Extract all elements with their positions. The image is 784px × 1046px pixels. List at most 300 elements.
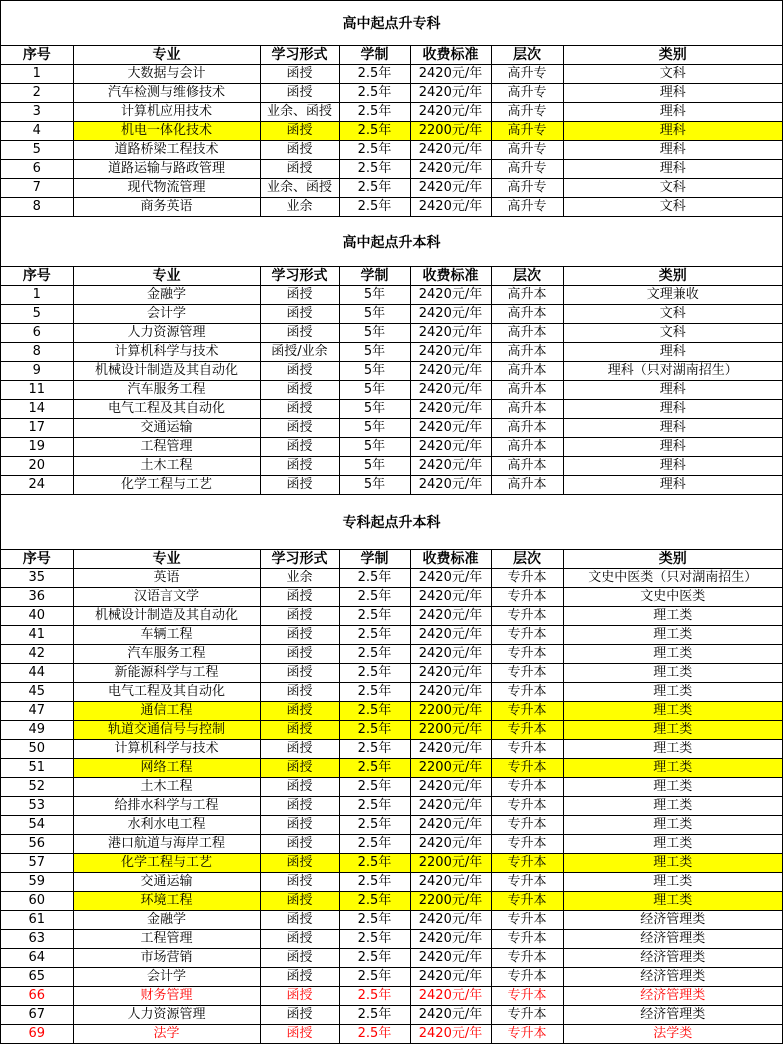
table-row bbox=[1, 873, 782, 892]
program-section bbox=[1, 217, 782, 495]
cell-duration: 5年 bbox=[339, 419, 410, 438]
cell-major: 金融学 bbox=[73, 911, 260, 930]
cell-duration: 2.5年 bbox=[339, 949, 410, 968]
cell-study-mode: 函授 bbox=[260, 664, 339, 683]
cell-fee: 2420元/年 bbox=[410, 381, 491, 400]
cell-category: 文科 bbox=[563, 198, 782, 217]
cell-major: 工程管理 bbox=[73, 438, 260, 457]
table-row bbox=[1, 911, 782, 930]
table-row bbox=[1, 160, 782, 179]
table-row bbox=[1, 759, 782, 778]
table-row bbox=[1, 683, 782, 702]
cell-major: 轨道交通信号与控制 bbox=[73, 721, 260, 740]
header-level: 层次 bbox=[491, 46, 563, 65]
cell-duration: 2.5年 bbox=[339, 854, 410, 873]
cell-fee: 2200元/年 bbox=[410, 892, 491, 911]
cell-duration: 2.5年 bbox=[339, 569, 410, 588]
cell-study-mode: 函授 bbox=[260, 65, 339, 84]
table-row bbox=[1, 419, 782, 438]
cell-no: 66 bbox=[1, 987, 73, 1006]
header-study-mode: 学习形式 bbox=[260, 267, 339, 286]
cell-no: 53 bbox=[1, 797, 73, 816]
cell-level: 专升本 bbox=[491, 588, 563, 607]
cell-category: 理工类 bbox=[563, 721, 782, 740]
cell-no: 14 bbox=[1, 400, 73, 419]
cell-level: 专升本 bbox=[491, 607, 563, 626]
cell-fee: 2420元/年 bbox=[410, 84, 491, 103]
cell-category: 理工类 bbox=[563, 759, 782, 778]
cell-category: 理科 bbox=[563, 476, 782, 495]
cell-no: 6 bbox=[1, 324, 73, 343]
table-row bbox=[1, 1025, 782, 1044]
cell-duration: 2.5年 bbox=[339, 141, 410, 160]
cell-no: 65 bbox=[1, 968, 73, 987]
table-row bbox=[1, 362, 782, 381]
cell-study-mode: 函授 bbox=[260, 930, 339, 949]
cell-level: 专升本 bbox=[491, 949, 563, 968]
cell-no: 63 bbox=[1, 930, 73, 949]
cell-duration: 2.5年 bbox=[339, 588, 410, 607]
cell-major: 通信工程 bbox=[73, 702, 260, 721]
cell-study-mode: 函授 bbox=[260, 854, 339, 873]
cell-level: 高升本 bbox=[491, 476, 563, 495]
cell-no: 64 bbox=[1, 949, 73, 968]
cell-fee: 2420元/年 bbox=[410, 797, 491, 816]
cell-no: 40 bbox=[1, 607, 73, 626]
cell-no: 7 bbox=[1, 179, 73, 198]
cell-level: 高升专 bbox=[491, 84, 563, 103]
cell-category: 理科 bbox=[563, 141, 782, 160]
table-header-row bbox=[1, 46, 782, 65]
cell-level: 高升本 bbox=[491, 343, 563, 362]
header-category: 类别 bbox=[563, 267, 782, 286]
table-row bbox=[1, 198, 782, 217]
cell-category: 理科 bbox=[563, 400, 782, 419]
cell-no: 2 bbox=[1, 84, 73, 103]
header-duration: 学制 bbox=[339, 46, 410, 65]
cell-study-mode: 函授 bbox=[260, 987, 339, 1006]
cell-duration: 2.5年 bbox=[339, 626, 410, 645]
cell-study-mode: 函授 bbox=[260, 286, 339, 305]
cell-duration: 5年 bbox=[339, 457, 410, 476]
cell-category: 理科（只对湖南招生） bbox=[563, 362, 782, 381]
cell-level: 高升本 bbox=[491, 400, 563, 419]
table-row bbox=[1, 103, 782, 122]
cell-category: 文理兼收 bbox=[563, 286, 782, 305]
cell-duration: 2.5年 bbox=[339, 607, 410, 626]
cell-major: 计算机科学与技术 bbox=[73, 740, 260, 759]
table-header-row bbox=[1, 267, 782, 286]
cell-category: 经济管理类 bbox=[563, 911, 782, 930]
table-row bbox=[1, 892, 782, 911]
cell-duration: 2.5年 bbox=[339, 740, 410, 759]
table-row bbox=[1, 645, 782, 664]
header-duration: 学制 bbox=[339, 550, 410, 569]
header-level: 层次 bbox=[491, 267, 563, 286]
header-major: 专业 bbox=[73, 550, 260, 569]
cell-fee: 2420元/年 bbox=[410, 438, 491, 457]
cell-duration: 2.5年 bbox=[339, 65, 410, 84]
cell-level: 高升专 bbox=[491, 179, 563, 198]
cell-level: 高升本 bbox=[491, 305, 563, 324]
cell-fee: 2420元/年 bbox=[410, 607, 491, 626]
table-row bbox=[1, 141, 782, 160]
table-row bbox=[1, 476, 782, 495]
cell-fee: 2200元/年 bbox=[410, 759, 491, 778]
cell-level: 高升专 bbox=[491, 103, 563, 122]
cell-no: 8 bbox=[1, 198, 73, 217]
cell-fee: 2200元/年 bbox=[410, 721, 491, 740]
table-row bbox=[1, 968, 782, 987]
cell-level: 高升专 bbox=[491, 122, 563, 141]
cell-category: 经济管理类 bbox=[563, 1006, 782, 1025]
cell-study-mode: 函授 bbox=[260, 892, 339, 911]
cell-study-mode: 函授 bbox=[260, 324, 339, 343]
table-row bbox=[1, 854, 782, 873]
cell-major: 英语 bbox=[73, 569, 260, 588]
cell-level: 高升本 bbox=[491, 362, 563, 381]
cell-study-mode: 函授 bbox=[260, 84, 339, 103]
cell-level: 专升本 bbox=[491, 968, 563, 987]
cell-no: 9 bbox=[1, 362, 73, 381]
table-row bbox=[1, 84, 782, 103]
cell-fee: 2420元/年 bbox=[410, 873, 491, 892]
cell-major: 计算机科学与技术 bbox=[73, 343, 260, 362]
header-major: 专业 bbox=[73, 46, 260, 65]
cell-no: 4 bbox=[1, 122, 73, 141]
table-row bbox=[1, 740, 782, 759]
cell-study-mode: 业余 bbox=[260, 569, 339, 588]
cell-duration: 5年 bbox=[339, 362, 410, 381]
cell-study-mode: 函授 bbox=[260, 588, 339, 607]
cell-duration: 2.5年 bbox=[339, 892, 410, 911]
cell-fee: 2420元/年 bbox=[410, 1006, 491, 1025]
cell-major: 机械设计制造及其自动化 bbox=[73, 607, 260, 626]
cell-fee: 2420元/年 bbox=[410, 343, 491, 362]
cell-level: 专升本 bbox=[491, 930, 563, 949]
cell-level: 专升本 bbox=[491, 1025, 563, 1044]
cell-study-mode: 函授 bbox=[260, 645, 339, 664]
cell-fee: 2420元/年 bbox=[410, 987, 491, 1006]
cell-level: 高升专 bbox=[491, 198, 563, 217]
cell-duration: 5年 bbox=[339, 438, 410, 457]
cell-major: 大数据与会计 bbox=[73, 65, 260, 84]
cell-study-mode: 函授 bbox=[260, 721, 339, 740]
cell-category: 经济管理类 bbox=[563, 968, 782, 987]
table-row bbox=[1, 588, 782, 607]
cell-fee: 2420元/年 bbox=[410, 419, 491, 438]
header-major: 专业 bbox=[73, 267, 260, 286]
program-table bbox=[1, 267, 782, 495]
cell-level: 专升本 bbox=[491, 664, 563, 683]
cell-fee: 2420元/年 bbox=[410, 645, 491, 664]
cell-duration: 5年 bbox=[339, 400, 410, 419]
table-row bbox=[1, 1006, 782, 1025]
cell-study-mode: 函授 bbox=[260, 949, 339, 968]
cell-level: 专升本 bbox=[491, 797, 563, 816]
cell-category: 理工类 bbox=[563, 873, 782, 892]
cell-duration: 2.5年 bbox=[339, 911, 410, 930]
table-row bbox=[1, 122, 782, 141]
cell-study-mode: 业余、函授 bbox=[260, 179, 339, 198]
cell-major: 工程管理 bbox=[73, 930, 260, 949]
cell-no: 11 bbox=[1, 381, 73, 400]
cell-major: 市场营销 bbox=[73, 949, 260, 968]
header-duration: 学制 bbox=[339, 267, 410, 286]
table-row bbox=[1, 438, 782, 457]
cell-major: 财务管理 bbox=[73, 987, 260, 1006]
cell-no: 35 bbox=[1, 569, 73, 588]
cell-category: 经济管理类 bbox=[563, 930, 782, 949]
table-row bbox=[1, 797, 782, 816]
cell-major: 汽车检测与维修技术 bbox=[73, 84, 260, 103]
cell-fee: 2420元/年 bbox=[410, 949, 491, 968]
cell-major: 交通运输 bbox=[73, 873, 260, 892]
cell-major: 人力资源管理 bbox=[73, 1006, 260, 1025]
cell-category: 理工类 bbox=[563, 778, 782, 797]
cell-no: 5 bbox=[1, 141, 73, 160]
cell-category: 理工类 bbox=[563, 626, 782, 645]
cell-no: 57 bbox=[1, 854, 73, 873]
cell-level: 专升本 bbox=[491, 987, 563, 1006]
table-row bbox=[1, 305, 782, 324]
table-row bbox=[1, 949, 782, 968]
table-row bbox=[1, 778, 782, 797]
cell-category: 理科 bbox=[563, 343, 782, 362]
cell-study-mode: 函授 bbox=[260, 911, 339, 930]
cell-category: 文史中医类（只对湖南招生） bbox=[563, 569, 782, 588]
table-row bbox=[1, 457, 782, 476]
cell-duration: 2.5年 bbox=[339, 778, 410, 797]
cell-no: 59 bbox=[1, 873, 73, 892]
cell-category: 理工类 bbox=[563, 702, 782, 721]
cell-study-mode: 函授 bbox=[260, 816, 339, 835]
cell-fee: 2420元/年 bbox=[410, 816, 491, 835]
cell-duration: 2.5年 bbox=[339, 683, 410, 702]
table-row bbox=[1, 702, 782, 721]
cell-study-mode: 函授 bbox=[260, 457, 339, 476]
cell-study-mode: 函授 bbox=[260, 740, 339, 759]
cell-study-mode: 函授 bbox=[260, 607, 339, 626]
header-study-mode: 学习形式 bbox=[260, 550, 339, 569]
program-table bbox=[1, 46, 782, 217]
cell-fee: 2200元/年 bbox=[410, 702, 491, 721]
cell-study-mode: 业余 bbox=[260, 198, 339, 217]
cell-fee: 2420元/年 bbox=[410, 740, 491, 759]
cell-no: 50 bbox=[1, 740, 73, 759]
cell-level: 专升本 bbox=[491, 721, 563, 740]
cell-major: 金融学 bbox=[73, 286, 260, 305]
program-table bbox=[1, 550, 782, 1044]
cell-study-mode: 函授 bbox=[260, 702, 339, 721]
table-row bbox=[1, 930, 782, 949]
cell-fee: 2420元/年 bbox=[410, 835, 491, 854]
cell-study-mode: 函授 bbox=[260, 122, 339, 141]
table-row bbox=[1, 664, 782, 683]
cell-duration: 2.5年 bbox=[339, 122, 410, 141]
cell-category: 理工类 bbox=[563, 683, 782, 702]
cell-level: 专升本 bbox=[491, 702, 563, 721]
table-row bbox=[1, 607, 782, 626]
cell-level: 专升本 bbox=[491, 569, 563, 588]
cell-duration: 2.5年 bbox=[339, 664, 410, 683]
cell-duration: 2.5年 bbox=[339, 968, 410, 987]
cell-major: 车辆工程 bbox=[73, 626, 260, 645]
cell-major: 人力资源管理 bbox=[73, 324, 260, 343]
cell-study-mode: 业余、函授 bbox=[260, 103, 339, 122]
cell-level: 高升本 bbox=[491, 286, 563, 305]
cell-level: 高升本 bbox=[491, 324, 563, 343]
cell-no: 5 bbox=[1, 305, 73, 324]
cell-duration: 2.5年 bbox=[339, 797, 410, 816]
cell-fee: 2420元/年 bbox=[410, 65, 491, 84]
cell-category: 理工类 bbox=[563, 854, 782, 873]
cell-fee: 2420元/年 bbox=[410, 930, 491, 949]
cell-level: 专升本 bbox=[491, 1006, 563, 1025]
cell-category: 理科 bbox=[563, 84, 782, 103]
header-category: 类别 bbox=[563, 46, 782, 65]
table-row bbox=[1, 816, 782, 835]
table-row bbox=[1, 286, 782, 305]
cell-major: 机械设计制造及其自动化 bbox=[73, 362, 260, 381]
cell-level: 专升本 bbox=[491, 740, 563, 759]
cell-fee: 2420元/年 bbox=[410, 778, 491, 797]
cell-no: 42 bbox=[1, 645, 73, 664]
header-no: 序号 bbox=[1, 550, 73, 569]
cell-major: 汉语言文学 bbox=[73, 588, 260, 607]
cell-no: 52 bbox=[1, 778, 73, 797]
cell-major: 给排水科学与工程 bbox=[73, 797, 260, 816]
cell-no: 20 bbox=[1, 457, 73, 476]
cell-duration: 2.5年 bbox=[339, 873, 410, 892]
cell-duration: 2.5年 bbox=[339, 160, 410, 179]
cell-fee: 2420元/年 bbox=[410, 664, 491, 683]
table-row bbox=[1, 835, 782, 854]
cell-duration: 2.5年 bbox=[339, 835, 410, 854]
cell-no: 19 bbox=[1, 438, 73, 457]
cell-duration: 2.5年 bbox=[339, 84, 410, 103]
program-section bbox=[1, 1, 782, 217]
cell-fee: 2420元/年 bbox=[410, 1025, 491, 1044]
cell-fee: 2420元/年 bbox=[410, 588, 491, 607]
cell-category: 理科 bbox=[563, 381, 782, 400]
cell-major: 化学工程与工艺 bbox=[73, 854, 260, 873]
cell-duration: 5年 bbox=[339, 381, 410, 400]
cell-fee: 2420元/年 bbox=[410, 569, 491, 588]
cell-duration: 2.5年 bbox=[339, 645, 410, 664]
cell-fee: 2420元/年 bbox=[410, 400, 491, 419]
table-header-row bbox=[1, 550, 782, 569]
cell-major: 土木工程 bbox=[73, 778, 260, 797]
table-row bbox=[1, 626, 782, 645]
cell-major: 道路运输与路政管理 bbox=[73, 160, 260, 179]
cell-category: 理工类 bbox=[563, 816, 782, 835]
cell-category: 理工类 bbox=[563, 740, 782, 759]
section-title: 专科起点升本科 bbox=[1, 495, 782, 550]
cell-no: 6 bbox=[1, 160, 73, 179]
cell-study-mode: 函授 bbox=[260, 438, 339, 457]
cell-major: 商务英语 bbox=[73, 198, 260, 217]
cell-duration: 2.5年 bbox=[339, 103, 410, 122]
header-fee: 收费标准 bbox=[410, 550, 491, 569]
cell-category: 理科 bbox=[563, 103, 782, 122]
cell-category: 文科 bbox=[563, 305, 782, 324]
cell-major: 交通运输 bbox=[73, 419, 260, 438]
cell-duration: 2.5年 bbox=[339, 1006, 410, 1025]
cell-category: 理工类 bbox=[563, 664, 782, 683]
cell-no: 17 bbox=[1, 419, 73, 438]
cell-no: 1 bbox=[1, 65, 73, 84]
cell-major: 港口航道与海岸工程 bbox=[73, 835, 260, 854]
table-row bbox=[1, 324, 782, 343]
cell-duration: 5年 bbox=[339, 476, 410, 495]
cell-major: 法学 bbox=[73, 1025, 260, 1044]
table-row bbox=[1, 987, 782, 1006]
cell-level: 专升本 bbox=[491, 626, 563, 645]
cell-no: 41 bbox=[1, 626, 73, 645]
cell-study-mode: 函授 bbox=[260, 305, 339, 324]
cell-study-mode: 函授 bbox=[260, 626, 339, 645]
cell-category: 文科 bbox=[563, 65, 782, 84]
cell-no: 56 bbox=[1, 835, 73, 854]
cell-category: 理工类 bbox=[563, 892, 782, 911]
cell-major: 计算机应用技术 bbox=[73, 103, 260, 122]
cell-fee: 2420元/年 bbox=[410, 179, 491, 198]
cell-fee: 2420元/年 bbox=[410, 198, 491, 217]
cell-level: 专升本 bbox=[491, 873, 563, 892]
cell-no: 47 bbox=[1, 702, 73, 721]
cell-fee: 2420元/年 bbox=[410, 324, 491, 343]
cell-level: 高升专 bbox=[491, 141, 563, 160]
cell-major: 会计学 bbox=[73, 968, 260, 987]
header-no: 序号 bbox=[1, 46, 73, 65]
cell-no: 36 bbox=[1, 588, 73, 607]
cell-study-mode: 函授 bbox=[260, 778, 339, 797]
cell-category: 文科 bbox=[563, 324, 782, 343]
cell-study-mode: 函授 bbox=[260, 419, 339, 438]
cell-fee: 2420元/年 bbox=[410, 476, 491, 495]
cell-no: 44 bbox=[1, 664, 73, 683]
table-row bbox=[1, 400, 782, 419]
header-fee: 收费标准 bbox=[410, 46, 491, 65]
cell-no: 69 bbox=[1, 1025, 73, 1044]
cell-no: 3 bbox=[1, 103, 73, 122]
cell-no: 1 bbox=[1, 286, 73, 305]
cell-fee: 2420元/年 bbox=[410, 305, 491, 324]
cell-duration: 2.5年 bbox=[339, 198, 410, 217]
program-section bbox=[1, 495, 782, 1044]
cell-major: 汽车服务工程 bbox=[73, 381, 260, 400]
cell-category: 经济管理类 bbox=[563, 949, 782, 968]
cell-study-mode: 函授 bbox=[260, 759, 339, 778]
cell-category: 理工类 bbox=[563, 835, 782, 854]
cell-fee: 2420元/年 bbox=[410, 141, 491, 160]
header-no: 序号 bbox=[1, 267, 73, 286]
cell-fee: 2420元/年 bbox=[410, 286, 491, 305]
cell-category: 理科 bbox=[563, 122, 782, 141]
table-row bbox=[1, 569, 782, 588]
table-row bbox=[1, 381, 782, 400]
cell-major: 环境工程 bbox=[73, 892, 260, 911]
cell-fee: 2420元/年 bbox=[410, 103, 491, 122]
cell-study-mode: 函授 bbox=[260, 797, 339, 816]
cell-major: 电气工程及其自动化 bbox=[73, 400, 260, 419]
cell-level: 专升本 bbox=[491, 911, 563, 930]
cell-major: 会计学 bbox=[73, 305, 260, 324]
cell-study-mode: 函授 bbox=[260, 1025, 339, 1044]
cell-level: 专升本 bbox=[491, 683, 563, 702]
cell-duration: 2.5年 bbox=[339, 930, 410, 949]
